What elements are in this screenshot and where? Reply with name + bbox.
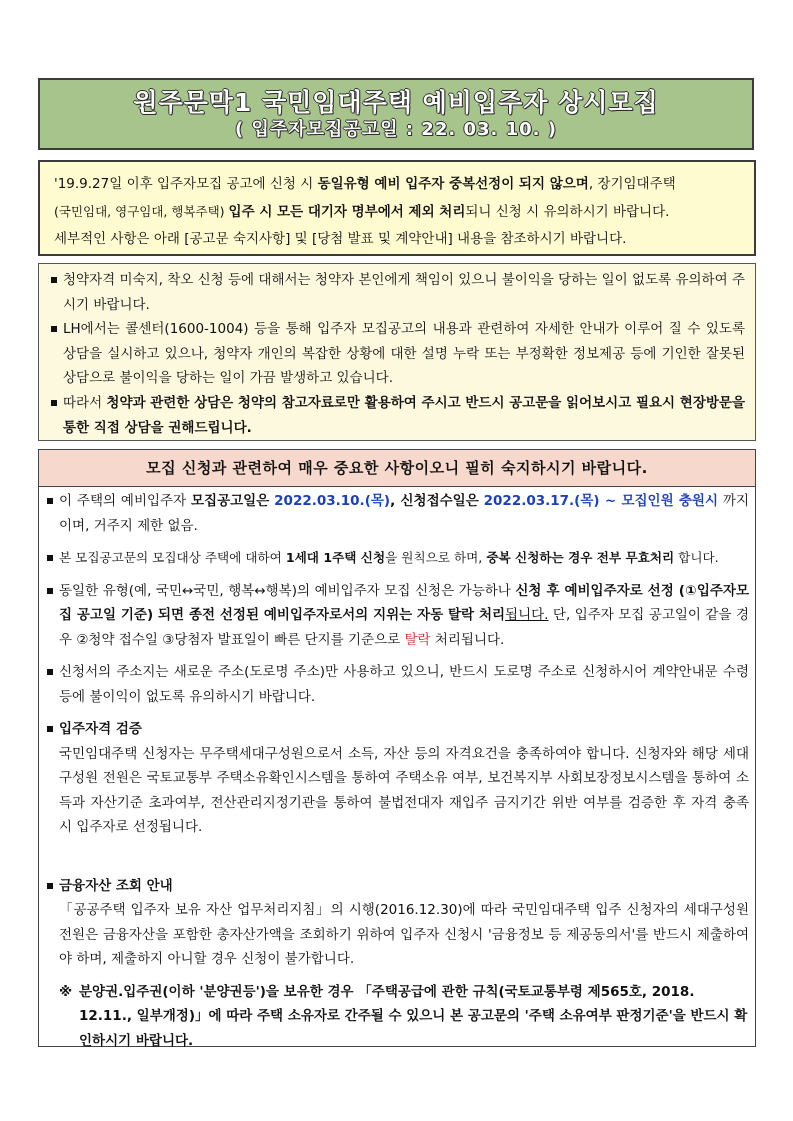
list-item: 이 주택의 예비입주자 모집공고일은 2022.03.10.(목), 신청접수일은 2022.03.17.(목) ~ 모집인원 충원시 까지이며, 거주지 제한 없음. <box>45 489 749 538</box>
list-item: LH에서는 콜센터(1600-1004) 등을 통해 입주자 모집공고의 내용과 관련하여 자세한 안내가 이루어 질 수 있도록 상담을 실시하고 있으나, 청약자 개인의 복잡한 상황에 대한 설명 누락 또는 부정확한 정보제공 등에 기인한 잘못된 상담으로 불이익을 당하는 일이 가끔 발생하고 있습니다. <box>49 317 745 391</box>
list-item: 따라서 청약과 관련한 상담은 청약의 참고자료로만 활용하여 주시고 반드시 공고문을 읽어보시고 필요시 현장방문을 통한 직접 상담을 권해드립니다. <box>49 391 745 440</box>
list-item: 동일한 유형(예, 국민↔국민, 행복↔행복)의 예비입주자 모집 신청은 가능하나 신청 후 예비입주자로 선정 (①입주자모집 공고일 기준) 되면 종전 선정된 예비입주자로서의 지위는 자동 탈락 처리됩니다. 단, 입주자 모집 공고일이 같을 경우 ②청약 접수일 ③당첨자 발표일이 빠른 단지를 기준으로 탈락 처리됩니다. <box>45 579 749 653</box>
page-title: 원주문막1 국민임대주택 예비입주자 상시모집 <box>133 88 659 117</box>
note-mark: ※ <box>59 983 73 1000</box>
notice-line-3: 세부적인 사항은 아래 [공고문 숙지사항] 및 [당첨 발표 및 계약안내] 내용을 참조하시기 바랍니다. <box>54 231 627 247</box>
important-notice-body <box>39 487 755 1053</box>
duplicate-selection-notice <box>38 160 756 256</box>
eligibility-text: 국민임대주택 신청자는 무주택세대구성원으로서 소득, 자산 등의 자격요건을 충족하여야 합니다. 신청자와 해당 세대구성원 전원은 국토교통부 주택소유확인시스템을 통하여 주택소유 여부, 보건복지부 사회보장정보시스템을 통하여 소득과 자산기준 초과여부, 전산관리지정기관을 통하여 불법전대자 재입주 금지기간 위반 여부를 검증한 후 자격 충족 시 입주자로 선정됩니다. <box>59 745 749 835</box>
section-title-eligibility: 입주자격 검증 <box>45 717 749 742</box>
list-item: 본 모집공고문의 모집대상 주택에 대하여 1세대 1주택 신청을 원칙으로 하며, 중복 신청하는 경우 전부 무효처리 합니다. <box>45 546 749 571</box>
consultation-notice <box>38 263 756 441</box>
announcement-date: ( 입주자모집공고일 : 22. 03. 10. ) <box>234 119 557 140</box>
notice-line-1: '19.9.27일 이후 입주자모집 공고에 신청 시 동일유형 예비 입주자 중복선정이 되지 않으며, 장기임대주택 <box>54 176 676 192</box>
important-notice-heading: 모집 신청과 관련하여 매우 중요한 사항이오니 필히 숙지하시기 바랍니다. <box>39 450 755 487</box>
section-title-financial-assets: 금융자산 조회 안내 <box>45 874 749 899</box>
ownership-note: ※ 분양권.입주권(이하 '분양권등')을 보유한 경우 「주택공급에 관한 규칙(국토교통부령 제565호, 2018. 12.11., 일부개정)」에 따라 주택 소유자로 간주될 수 있으니 본 공고문의 '주택 소유여부 판정기준'을 반드시 확인하시기 바랍니다. <box>59 983 748 1049</box>
notice-line-2: (국민임대, 영구임대, 행복주택) 입주 시 모든 대기자 명부에서 제외 처리되니 신청 시 유의하시기 바랍니다. <box>54 204 670 220</box>
important-notice-box <box>38 449 756 1047</box>
list-item: 청약자격 미숙지, 착오 신청 등에 대해서는 청약자 본인에게 책임이 있으니 불이익을 당하는 일이 없도록 유의하여 주시기 바랍니다. <box>49 268 745 317</box>
list-item: 신청서의 주소지는 새로운 주소(도로명 주소)만 사용하고 있으니, 반드시 도로명 주소로 신청하시어 계약안내문 수령 등에 불이익이 없도록 유의하시기 바랍니다. <box>45 660 749 709</box>
title-banner <box>38 78 754 150</box>
application-date-value: 2022.03.17.(목) ~ 모집인원 충원시 <box>483 493 719 509</box>
financial-assets-text: 「공공주택 입주자 보유 자산 업무처리지침」의 시행(2016.12.30)에 따라 국민임대주택 입주 신청자의 세대구성원 전원은 금융자산을 포함한 총자산가액을 조회하기 위하여 입주자 신청시 '금융정보 등 제공동의서'를 반드시 제출하여야 하며, 제출하지 아니할 경우 신청이 불가합니다. <box>59 902 749 967</box>
announcement-date-value: 2022.03.10.(목) <box>274 493 391 509</box>
